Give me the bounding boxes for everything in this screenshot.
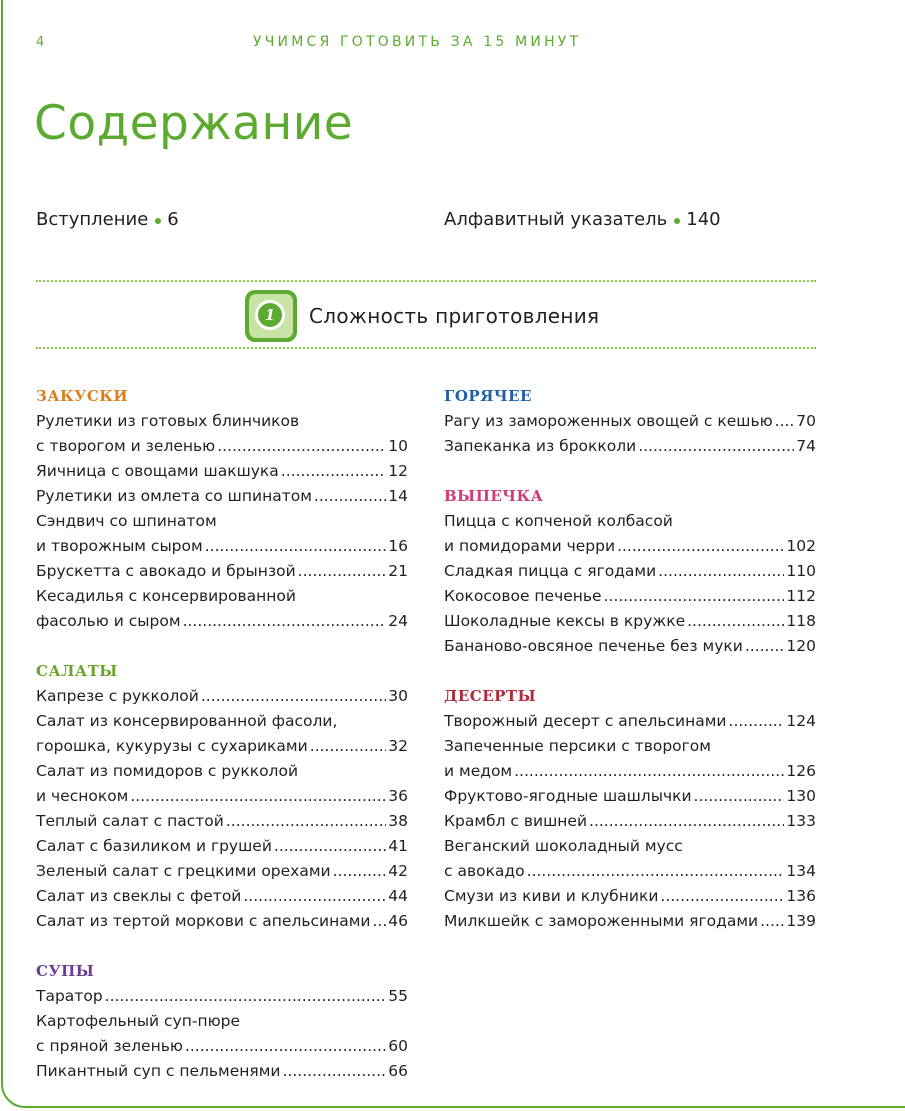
entry-title: Веганский шоколадный мусс xyxy=(444,837,683,855)
toc-section xyxy=(36,659,408,934)
dot-leader xyxy=(296,559,387,584)
entry-title: и чесноком xyxy=(36,787,129,805)
toc-section xyxy=(444,684,816,934)
entry-page: 126 xyxy=(786,762,816,780)
entry-page: 120 xyxy=(786,637,816,655)
dot-leader xyxy=(587,809,784,834)
entry-page: 110 xyxy=(786,562,816,580)
section-heading: ГОРЯЧЕЕ xyxy=(444,387,532,405)
dot-leader xyxy=(272,834,386,859)
dot-leader xyxy=(203,534,387,559)
intro-label: Вступление xyxy=(36,209,149,230)
dot-leader xyxy=(727,709,785,734)
toc-entry[interactable] xyxy=(444,809,816,834)
dot-leader xyxy=(371,909,387,934)
toc-entry[interactable] xyxy=(444,834,816,884)
entry-page: 12 xyxy=(388,462,408,480)
dot-leader xyxy=(615,534,784,559)
divider-top xyxy=(36,280,816,282)
bullet-dot xyxy=(155,218,161,224)
entry-page: 30 xyxy=(388,687,408,705)
section-heading: ДЕСЕРТЫ xyxy=(444,687,537,705)
entry-title: Сэндвич со шпинатом xyxy=(36,512,217,530)
difficulty-legend xyxy=(245,290,599,342)
entry-title: Пицца с копченой колбасой xyxy=(444,512,673,530)
dot-leader xyxy=(743,634,785,659)
entry-title: Салат из помидоров с рукколой xyxy=(36,762,299,780)
entry-title: Салат из свеклы с фетой xyxy=(36,887,242,905)
toc-section xyxy=(36,959,408,1084)
entry-title: и творожным сыром xyxy=(36,537,203,555)
toc-entry[interactable] xyxy=(36,484,408,509)
entry-title: Зеленый салат с грецкими орехами xyxy=(36,862,331,880)
toc-section xyxy=(444,384,816,459)
entry-title: Салат из консервированной фасоли, xyxy=(36,712,338,730)
toc-entry[interactable] xyxy=(444,909,816,934)
bullet-dot xyxy=(674,218,680,224)
divider-bottom xyxy=(36,347,816,349)
toc-entry[interactable] xyxy=(444,584,816,609)
section-heading: ВЫПЕЧКА xyxy=(444,487,544,505)
toc-entry[interactable] xyxy=(36,1059,408,1084)
toc-entry[interactable] xyxy=(444,734,816,784)
dot-leader xyxy=(602,584,785,609)
toc-entry[interactable] xyxy=(444,884,816,909)
toc-entry[interactable] xyxy=(36,559,408,584)
intro-page: 6 xyxy=(167,209,179,230)
section-heading: ЗАКУСКИ xyxy=(36,387,129,405)
entry-title: Рулетики из готовых блинчиков xyxy=(36,412,300,430)
dot-leader xyxy=(308,734,387,759)
entry-page: 118 xyxy=(786,612,816,630)
entry-page: 134 xyxy=(786,862,816,880)
dot-leader xyxy=(128,784,386,809)
entry-title: и медом xyxy=(444,762,513,780)
entry-title: Шоколадные кексы в кружке xyxy=(444,612,686,630)
toc-entry[interactable] xyxy=(36,884,408,909)
toc-right-column xyxy=(444,384,816,959)
entry-title: Творожный десерт с апельсинами xyxy=(444,712,727,730)
difficulty-number: 1 xyxy=(255,300,285,330)
entry-title: Салат из тертой моркови с апельсинами xyxy=(36,912,371,930)
toc-entry[interactable] xyxy=(444,709,816,734)
dot-leader xyxy=(758,909,784,934)
entry-page: 133 xyxy=(786,812,816,830)
entry-page: 24 xyxy=(388,612,408,630)
dot-leader xyxy=(658,884,784,909)
entry-page: 38 xyxy=(388,812,408,830)
dot-leader xyxy=(241,884,386,909)
toc-entry[interactable] xyxy=(36,859,408,884)
toc-section xyxy=(444,484,816,659)
entry-title: Запеканка из брокколи xyxy=(444,437,637,455)
entry-page: 46 xyxy=(388,912,408,930)
dot-leader xyxy=(512,759,784,784)
dot-leader xyxy=(636,434,794,459)
entry-title: Кесадилья с консервированной xyxy=(36,587,296,605)
dot-leader xyxy=(183,1034,386,1059)
toc-entry[interactable] xyxy=(36,459,408,484)
entry-page: 42 xyxy=(388,862,408,880)
entry-title: Рулетики из омлета со шпинатом xyxy=(36,487,312,505)
entry-title: с творогом и зеленью xyxy=(36,437,216,455)
entry-title: Таратор xyxy=(36,987,103,1005)
entry-page: 130 xyxy=(786,787,816,805)
entry-page: 10 xyxy=(388,437,408,455)
entry-title: Брускетта с авокадо и брынзой xyxy=(36,562,296,580)
toc-entry[interactable] xyxy=(36,759,408,809)
entry-title: Кокосовое печенье xyxy=(444,587,602,605)
toc-entry[interactable] xyxy=(444,509,816,559)
dot-leader xyxy=(312,484,386,509)
entry-page: 32 xyxy=(388,737,408,755)
dot-leader xyxy=(224,809,386,834)
page-title: Содержание xyxy=(34,96,354,151)
entry-page: 36 xyxy=(388,787,408,805)
dot-leader xyxy=(685,609,784,634)
entry-title: и помидорами черри xyxy=(444,537,616,555)
toc-entry[interactable] xyxy=(36,809,408,834)
running-title: УЧИМСЯ ГОТОВИТЬ ЗА 15 МИНУТ xyxy=(253,34,582,50)
toc-entry[interactable] xyxy=(444,609,816,634)
entry-page: 16 xyxy=(388,537,408,555)
section-heading: САЛАТЫ xyxy=(36,662,118,680)
index-label: Алфавитный указатель xyxy=(444,209,668,230)
dot-leader xyxy=(692,784,785,809)
entry-page: 70 xyxy=(796,412,816,430)
legend-label: Сложность приготовления xyxy=(309,304,600,328)
toc-entry[interactable] xyxy=(36,509,408,559)
toc-entry[interactable] xyxy=(444,634,816,659)
entry-page: 112 xyxy=(786,587,816,605)
entry-title: Фруктово-ягодные шашлычки xyxy=(444,787,692,805)
dot-leader xyxy=(103,984,387,1009)
entry-page: 66 xyxy=(388,1062,408,1080)
entry-title: фасолью и сыром xyxy=(36,612,181,630)
toc-entry[interactable] xyxy=(444,434,816,459)
entry-title: Яичница с овощами шакшука xyxy=(36,462,279,480)
toc-entry[interactable] xyxy=(444,784,816,809)
dot-leader xyxy=(525,859,785,884)
difficulty-badge-icon xyxy=(245,290,297,342)
entry-title: Рагу из замороженных овощей с кешью xyxy=(444,412,773,430)
toc-entry[interactable] xyxy=(36,584,408,634)
section-heading: СУПЫ xyxy=(36,962,95,980)
toc-left-column xyxy=(36,384,408,1109)
toc-entry[interactable] xyxy=(36,834,408,859)
dot-leader xyxy=(331,859,387,884)
entry-page: 139 xyxy=(786,912,816,930)
index-link[interactable] xyxy=(444,209,721,230)
entry-page: 41 xyxy=(388,837,408,855)
toc-entry[interactable] xyxy=(36,409,408,459)
entry-title: Запеченные персики с творогом xyxy=(444,737,711,755)
toc-entry[interactable] xyxy=(444,559,816,584)
toc-entry[interactable] xyxy=(36,909,408,934)
entry-page: 55 xyxy=(388,987,408,1005)
entry-title: Капрезе с рукколой xyxy=(36,687,199,705)
entry-page: 74 xyxy=(796,437,816,455)
intro-link[interactable] xyxy=(36,209,179,230)
entry-page: 102 xyxy=(786,537,816,555)
dot-leader xyxy=(199,684,386,709)
entry-title: Сладкая пицца с ягодами xyxy=(444,562,657,580)
entry-page: 60 xyxy=(388,1037,408,1055)
dot-leader xyxy=(215,434,386,459)
entry-title: Пикантный суп с пельменями xyxy=(36,1062,281,1080)
entry-title: Картофельный суп-пюре xyxy=(36,1012,241,1030)
dot-leader xyxy=(181,609,387,634)
entry-title: Милкшейк с замороженными ягодами xyxy=(444,912,759,930)
dot-leader xyxy=(773,409,795,434)
entry-page: 124 xyxy=(786,712,816,730)
entry-title: Бананово-овсяное печенье без муки xyxy=(444,637,743,655)
toc-entry[interactable] xyxy=(36,984,408,1009)
entry-title: Теплый салат с пастой xyxy=(36,812,224,830)
toc-entry[interactable] xyxy=(36,684,408,709)
toc-entry[interactable] xyxy=(36,709,408,759)
toc-entry[interactable] xyxy=(36,1009,408,1059)
entry-page: 14 xyxy=(388,487,408,505)
index-page: 140 xyxy=(686,209,721,230)
dot-leader xyxy=(279,459,386,484)
toc-section xyxy=(36,384,408,634)
dot-leader xyxy=(281,1059,387,1084)
entry-title: Крамбл с вишней xyxy=(444,812,588,830)
entry-title: с авокадо xyxy=(444,862,525,880)
entry-title: горошка, кукурузы с сухариками xyxy=(36,737,308,755)
entry-title: Смузи из киви и клубники xyxy=(444,887,659,905)
dot-leader xyxy=(656,559,784,584)
entry-page: 44 xyxy=(388,887,408,905)
entry-title: Салат с базиликом и грушей xyxy=(36,837,272,855)
entry-page: 21 xyxy=(388,562,408,580)
page-number: 4 xyxy=(36,35,45,50)
entry-page: 136 xyxy=(786,887,816,905)
toc-entry[interactable] xyxy=(444,409,816,434)
entry-title: с пряной зеленью xyxy=(36,1037,183,1055)
